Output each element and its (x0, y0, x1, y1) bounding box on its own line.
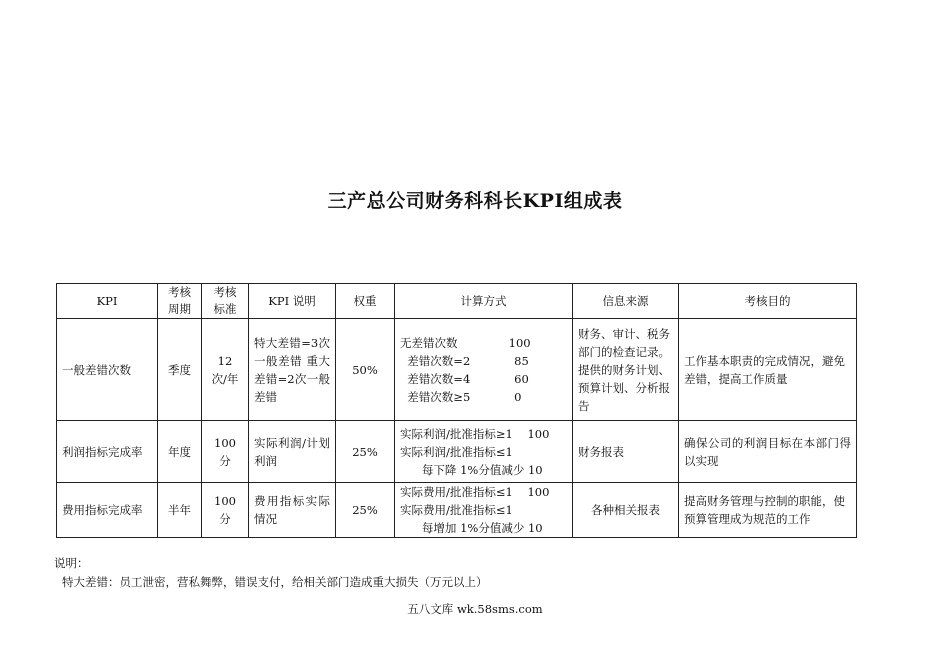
table-row (57, 421, 857, 483)
kpi-calculation (395, 319, 573, 421)
kpi-weight: 50% (336, 319, 395, 421)
header-period (158, 284, 202, 319)
kpi-standard: 100 分 (202, 421, 249, 483)
header-purpose: 考核目的 (679, 284, 857, 319)
kpi-standard (202, 319, 249, 421)
kpi-description: 特大差错=3次一般差错 重大差错=2次一般差错 (249, 319, 336, 421)
kpi-weight: 25% (336, 421, 395, 483)
calc-line: 差错次数=4 60 (400, 371, 529, 386)
calc-line: 实际利润/批准指标≤1 (400, 444, 513, 459)
kpi-calculation (395, 483, 573, 538)
calc-line: 差错次数=2 85 (400, 353, 529, 368)
table-header-row (57, 284, 857, 319)
header-weight: 权重 (336, 284, 395, 319)
header-calculation: 计算方式 (395, 284, 573, 319)
calc-line: 每增加 1%分值减少 10 (400, 521, 543, 535)
kpi-purpose: 提高财务管理与控制的职能，使预算管理成为规范的工作 (679, 483, 857, 538)
header-standard-line: 考核 (213, 285, 237, 299)
kpi-period: 年度 (158, 421, 202, 483)
kpi-purpose: 工作基本职责的完成情况，避免差错，提高工作质量 (679, 319, 857, 421)
calc-line: 实际费用/批准指标≤1 100 (400, 485, 550, 499)
calc-line: 实际利润/批准指标≥1 100 (400, 426, 550, 441)
notes-section (54, 554, 488, 592)
kpi-description: 费用指标实际情况 (249, 483, 336, 538)
kpi-standard-line: 12 (217, 353, 233, 368)
header-period-line: 周期 (168, 302, 191, 316)
kpi-name: 费用指标完成率 (57, 483, 158, 538)
kpi-calculation (395, 421, 573, 483)
table-row (57, 483, 857, 538)
kpi-standard: 100 分 (202, 483, 249, 538)
note-item: 特大差错：员工泄密，营私舞弊，错误支付，给相关部门造成重大损失（万元以上） (62, 575, 488, 589)
kpi-description: 实际利润/计划利润 (249, 421, 336, 483)
header-standard-line: 标准 (213, 302, 237, 316)
kpi-source: 财务报表 (573, 421, 679, 483)
header-period-line: 考核 (168, 285, 191, 299)
notes-label: 说明： (54, 556, 89, 570)
kpi-source: 各种相关报表 (573, 483, 679, 538)
kpi-period: 半年 (158, 483, 202, 538)
header-kpi: KPI (57, 284, 158, 319)
kpi-source: 财务、审计、税务部门的检查记录。提供的财务计划、预算计划、分析报告 (573, 319, 679, 421)
calc-line: 每下降 1%分值减少 10 (400, 462, 543, 477)
kpi-weight: 25% (336, 483, 395, 538)
kpi-table (56, 283, 857, 538)
kpi-purpose: 确保公司的利润目标在本部门得以实现 (679, 421, 857, 483)
calc-line: 差错次数≥5 0 (400, 389, 522, 404)
header-source: 信息来源 (573, 284, 679, 319)
calc-line: 无差错次数 100 (400, 335, 531, 350)
header-standard (202, 284, 249, 319)
kpi-name: 一般差错次数 (57, 319, 158, 421)
footer-watermark: 五八文库 wk.58sms.com (407, 602, 543, 616)
table-row (57, 319, 857, 421)
kpi-period: 季度 (158, 319, 202, 421)
header-description: KPI 说明 (249, 284, 336, 319)
calc-line: 实际费用/批准指标≤1 (400, 503, 513, 517)
kpi-standard-line: 次/年 (211, 371, 239, 386)
document-title: 三产总公司财务科科长KPI组成表 (327, 190, 623, 212)
kpi-name: 利润指标完成率 (57, 421, 158, 483)
